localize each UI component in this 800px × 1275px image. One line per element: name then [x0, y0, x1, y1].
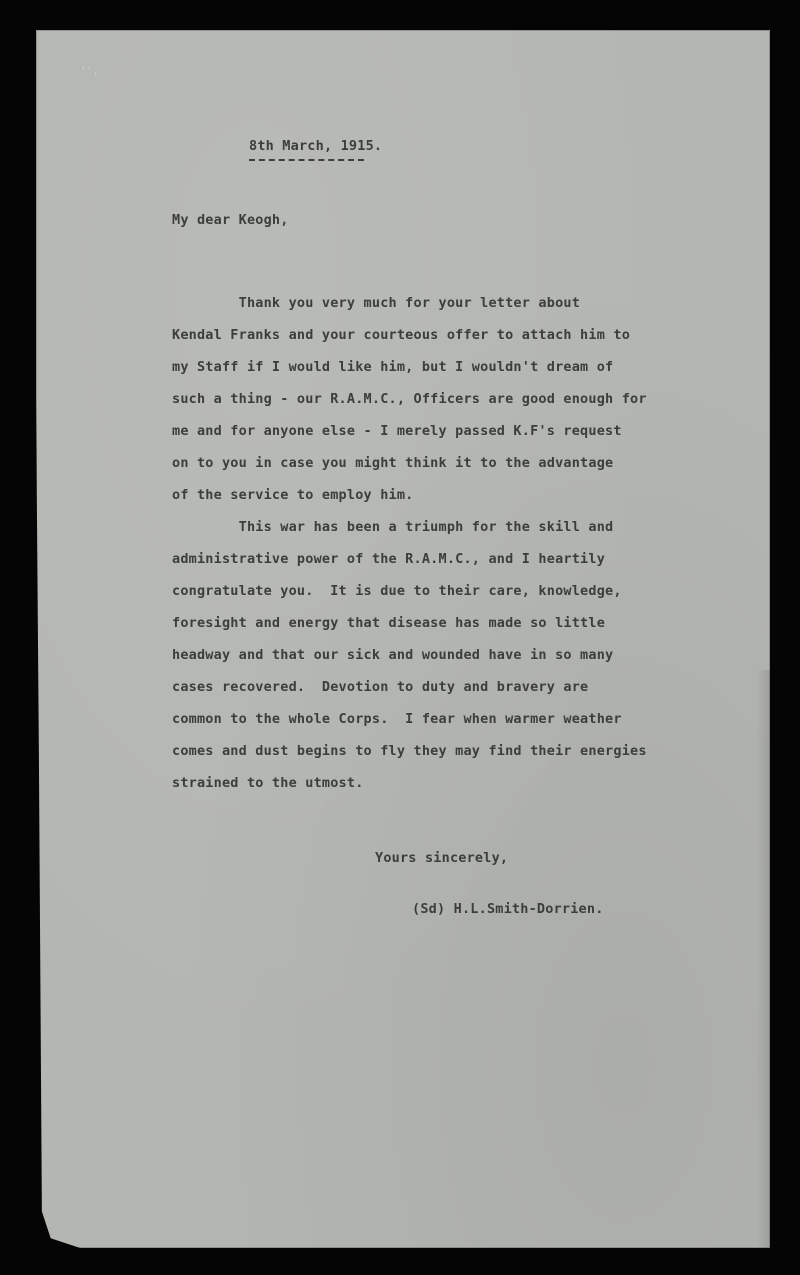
salutation: My dear Keogh, [172, 212, 289, 228]
letter-sheet [36, 30, 770, 1248]
body-line: headway and that our sick and wounded have in so many [172, 647, 614, 663]
margin-marks: ' ' , [82, 66, 98, 77]
body-line: me and for anyone else - I merely passed K.F's request [172, 423, 622, 439]
body-line: comes and dust begins to fly they may find their energies [172, 743, 647, 759]
body-line: such a thing - our R.A.M.C., Officers are good enough for [172, 391, 647, 407]
signature: (Sd) H.L.Smith-Dorrien. [412, 901, 604, 917]
body-line: of the service to employ him. [172, 487, 414, 503]
body-line: congratulate you. It is due to their care, knowledge, [172, 583, 622, 599]
body-line: strained to the utmost. [172, 775, 364, 791]
letter-date: 8th March, 1915. [249, 138, 383, 154]
closing: Yours sincerely, [375, 850, 509, 866]
body-line: administrative power of the R.A.M.C., and I heartily [172, 551, 606, 567]
date-underline [249, 159, 364, 161]
body-line: This war has been a triumph for the skill and [172, 519, 614, 535]
body-line: my Staff if I would like him, but I wouldn't dream of [172, 359, 614, 375]
body-line: on to you in case you might think it to the advantage [172, 455, 614, 471]
body-line: Kendal Franks and your courteous offer to attach him to [172, 327, 631, 343]
body-line: cases recovered. Devotion to duty and bravery are [172, 679, 589, 695]
paper-fold-shadow [756, 670, 770, 1260]
body-line: foresight and energy that disease has made so little [172, 615, 606, 631]
body-line: Thank you very much for your letter about [172, 295, 581, 311]
body-line: common to the whole Corps. I fear when warmer weather [172, 711, 622, 727]
